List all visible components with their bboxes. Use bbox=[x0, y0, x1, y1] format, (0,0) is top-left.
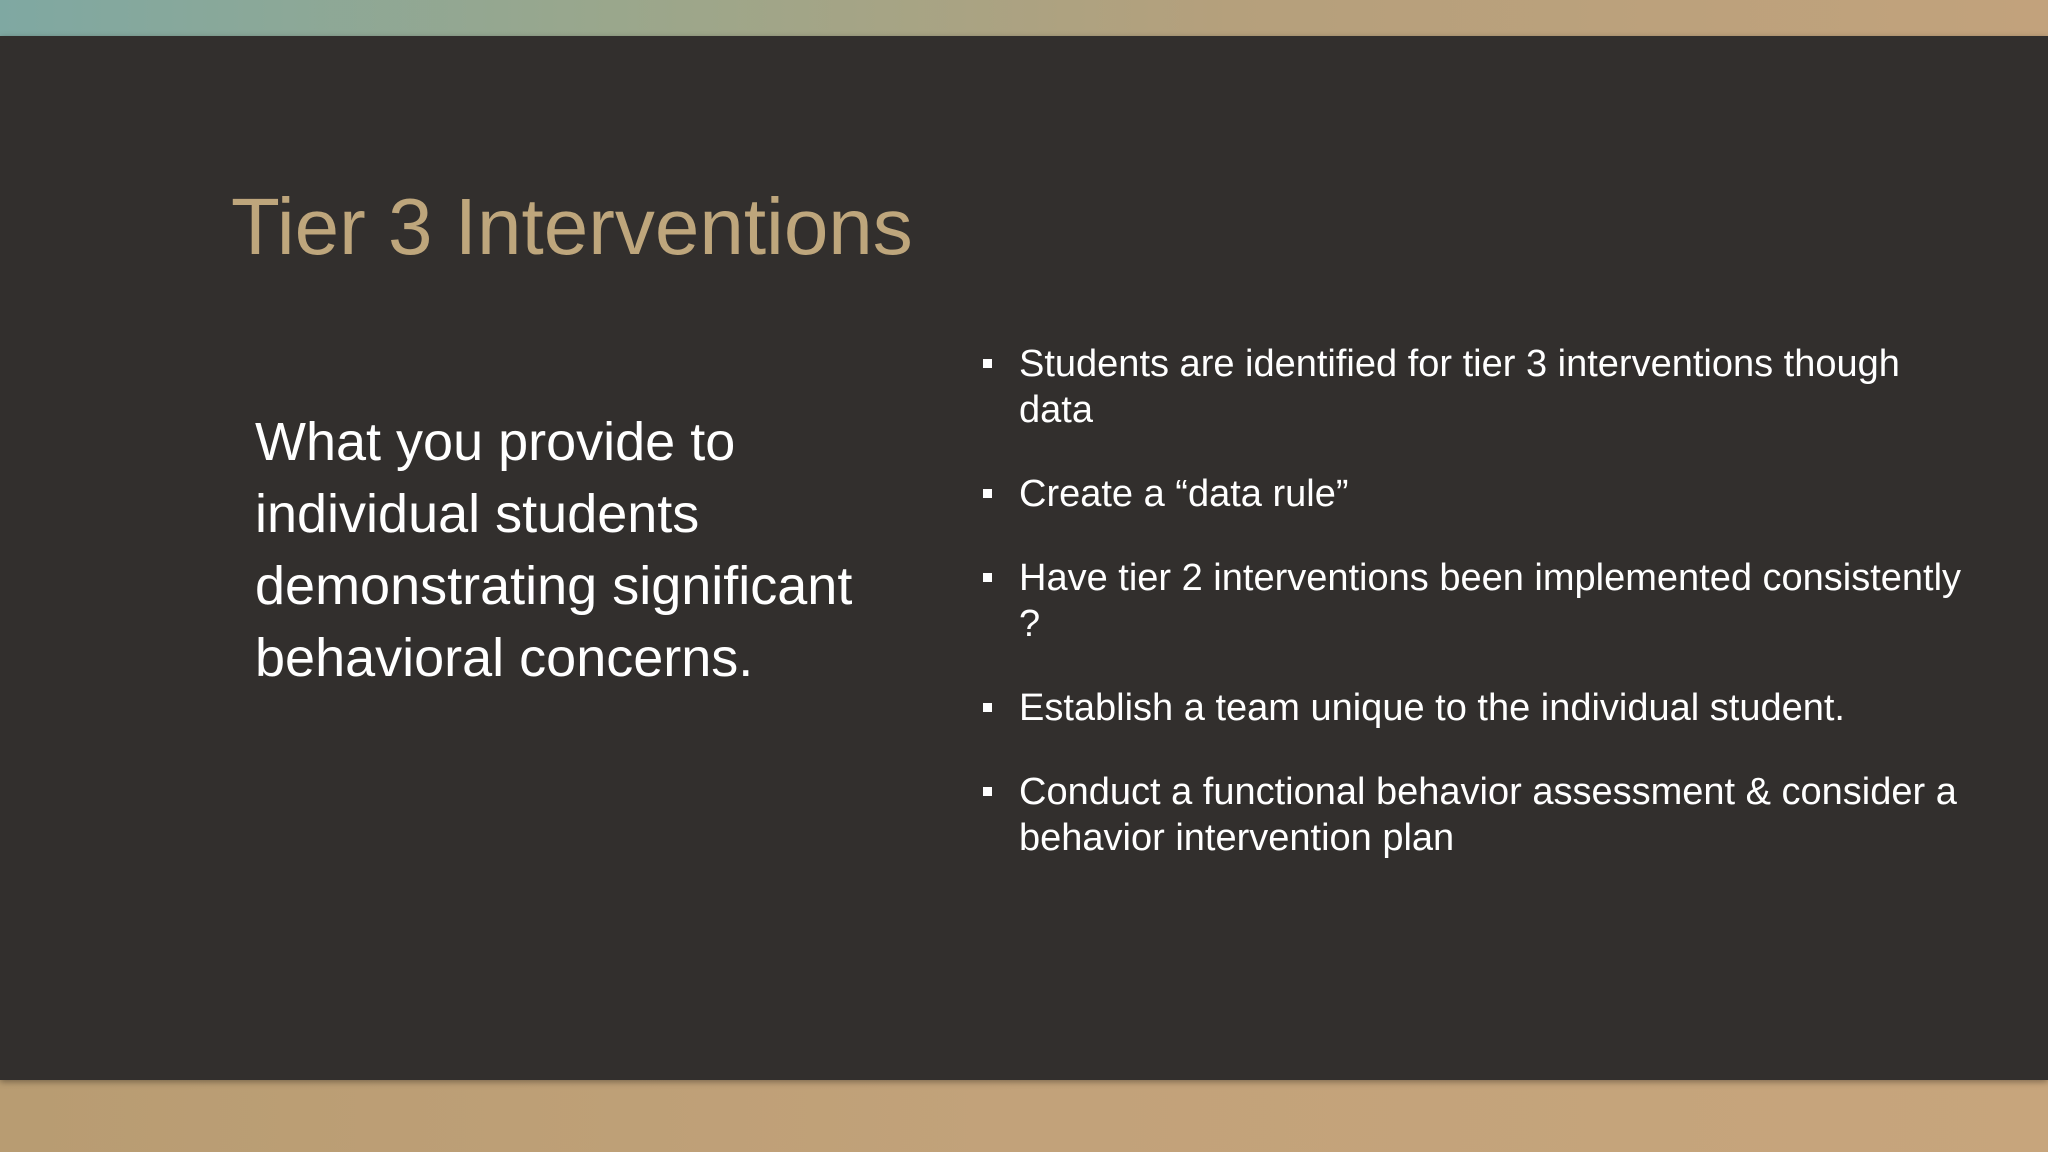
square-bullet-icon bbox=[983, 359, 992, 368]
bullet-item bbox=[980, 471, 1980, 517]
bullet-text: Create a “data rule” bbox=[1019, 473, 1349, 515]
bullet-item bbox=[980, 555, 1980, 647]
bullet-item bbox=[980, 769, 1980, 861]
bullet-text: Establish a team unique to the individual student. bbox=[1019, 687, 1845, 729]
bullet-list bbox=[980, 341, 1980, 899]
bullet-item bbox=[980, 685, 1980, 731]
square-bullet-icon bbox=[983, 703, 992, 712]
square-bullet-icon bbox=[983, 787, 992, 796]
slide-title: Tier 3 Interventions bbox=[231, 182, 913, 271]
bullet-item bbox=[980, 341, 1980, 433]
definition-text: What you provide to individual students demonstrating significant behavioral concerns. bbox=[255, 412, 853, 688]
square-bullet-icon bbox=[983, 573, 992, 582]
bullet-text: Students are identified for tier 3 interventions though data bbox=[1019, 343, 1900, 431]
slide bbox=[0, 36, 2048, 1080]
bullet-text: Have tier 2 interventions been implemented consistently ? bbox=[1019, 557, 1962, 645]
square-bullet-icon bbox=[983, 489, 992, 498]
background-bottom-band bbox=[0, 1080, 2048, 1152]
bullet-text: Conduct a functional behavior assessment & consider a behavior intervention plan bbox=[1019, 771, 1957, 859]
